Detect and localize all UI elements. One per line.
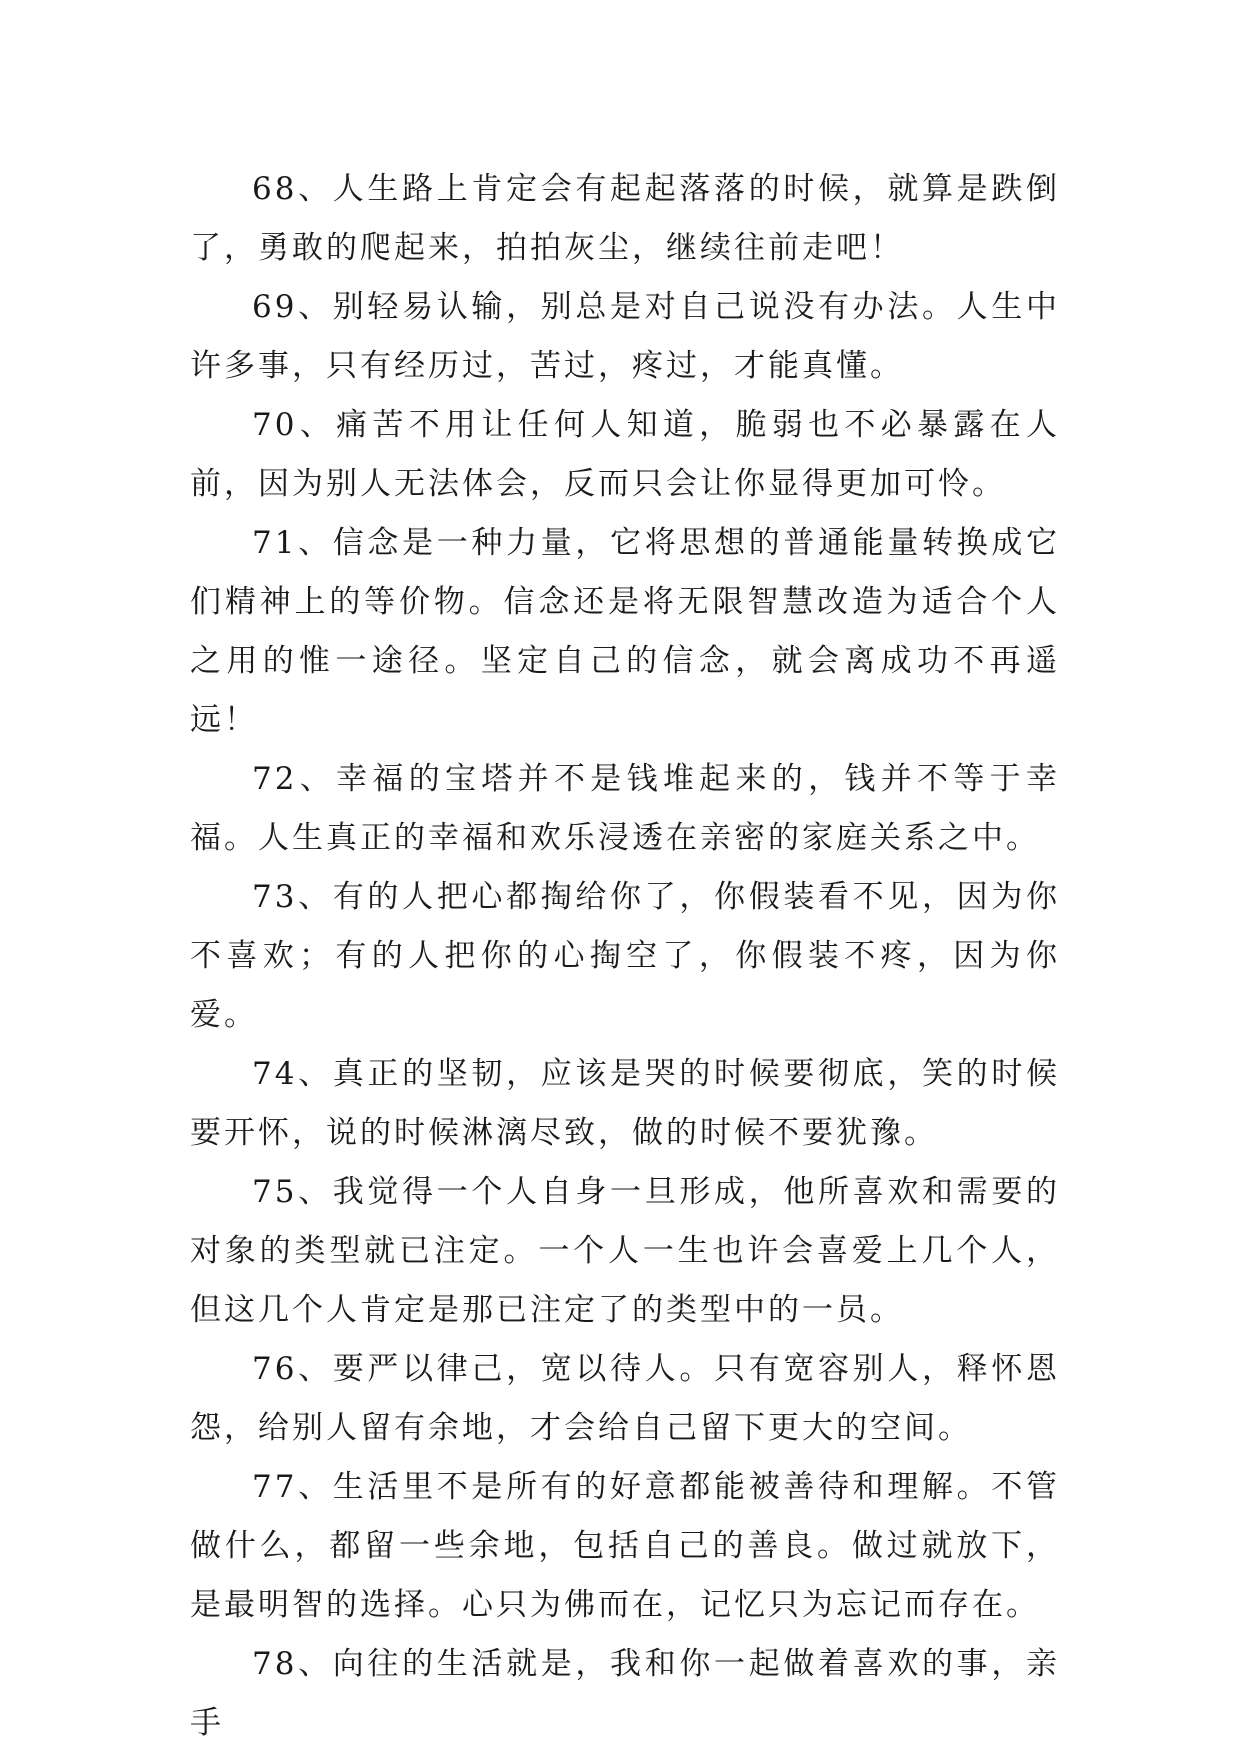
paragraph-74: 74、真正的坚韧，应该是哭的时候要彻底，笑的时候要开怀，说的时候淋漓尽致，做的时候不要犹豫。 bbox=[190, 1056, 1060, 1151]
paragraph-72: 72、幸福的宝塔并不是钱堆起来的，钱并不等于幸福。人生真正的幸福和欢乐浸透在亲密的家庭关系之中。 bbox=[190, 761, 1060, 856]
paragraph-76: 76、要严以律己，宽以待人。只有宽容别人，释怀恩怨，给别人留有余地，才会给自己留下更大的空间。 bbox=[190, 1351, 1060, 1446]
paragraph-69: 69、别轻易认输，别总是对自己说没有办法。人生中许多事，只有经历过，苦过，疼过，才能真懂。 bbox=[190, 289, 1060, 384]
paragraph-78: 78、向往的生活就是，我和你一起做着喜欢的事，亲手 bbox=[190, 1646, 1060, 1741]
paragraph-71: 71、信念是一种力量，它将思想的普通能量转换成它们精神上的等价物。信念还是将无限智慧改造为适合个人之用的惟一途径。坚定自己的信念，就会离成功不再遥远！ bbox=[190, 525, 1060, 738]
document-body bbox=[190, 160, 1060, 1753]
paragraph-68: 68、人生路上肯定会有起起落落的时候，就算是跌倒了，勇敢的爬起来，拍拍灰尘，继续往前走吧！ bbox=[190, 171, 1060, 266]
paragraph-70: 70、痛苦不用让任何人知道，脆弱也不必暴露在人前，因为别人无法体会，反而只会让你显得更加可怜。 bbox=[190, 407, 1060, 502]
paragraph-75: 75、我觉得一个人自身一旦形成，他所喜欢和需要的对象的类型就已注定。一个人一生也许会喜爱上几个人，但这几个人肯定是那已注定了的类型中的一员。 bbox=[190, 1174, 1060, 1328]
paragraph-77: 77、生活里不是所有的好意都能被善待和理解。不管做什么，都留一些余地，包括自己的善良。做过就放下，是最明智的选择。心只为佛而在，记忆只为忘记而存在。 bbox=[190, 1469, 1060, 1623]
paragraph-73: 73、有的人把心都掏给你了，你假装看不见，因为你不喜欢；有的人把你的心掏空了，你假装不疼，因为你爱。 bbox=[190, 879, 1060, 1033]
